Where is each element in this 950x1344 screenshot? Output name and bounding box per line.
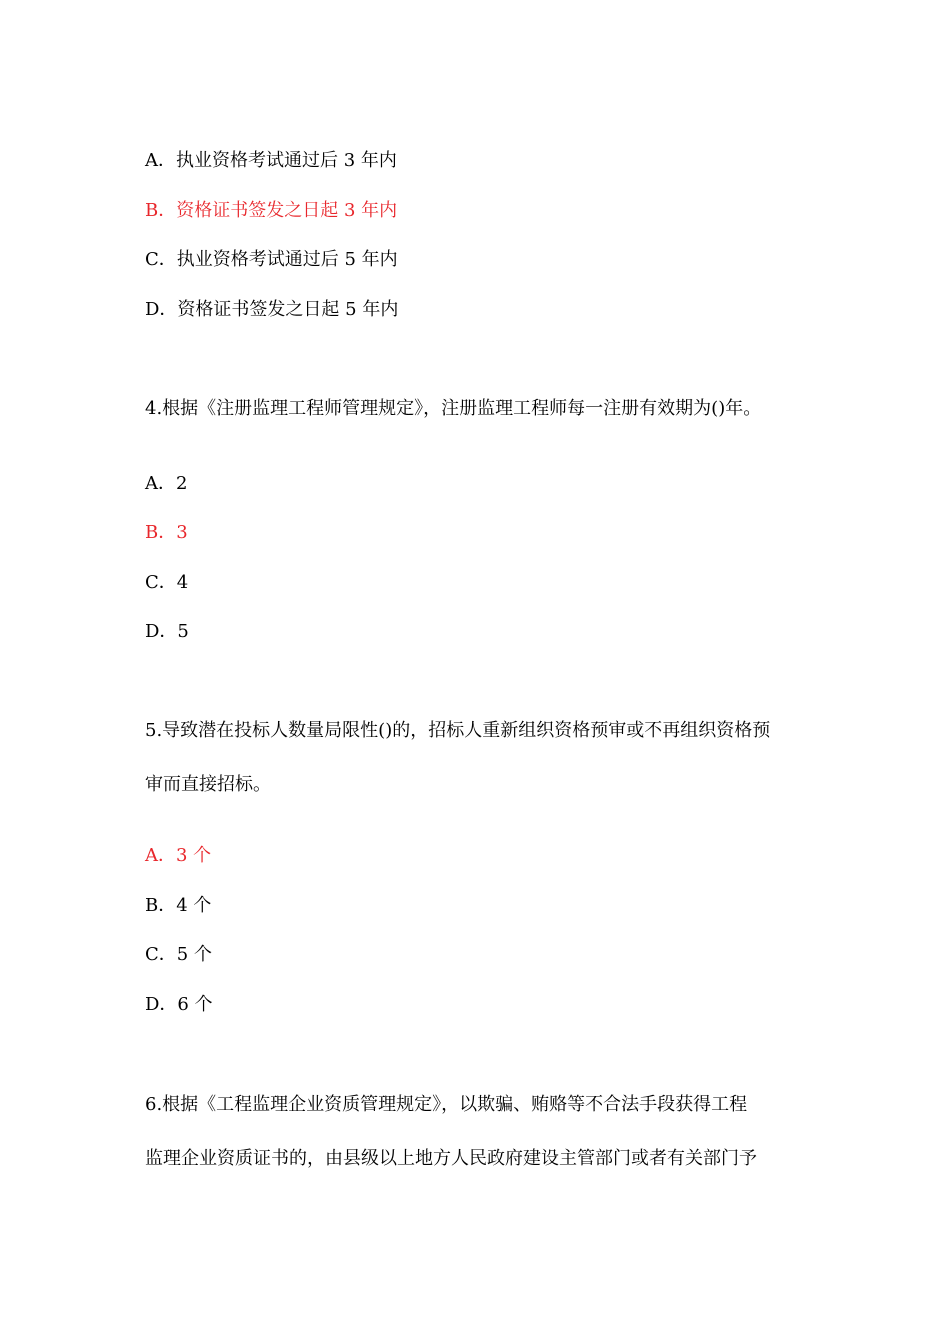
q4-option-a: A．2 <box>145 473 188 494</box>
q4-option-c: C．4 <box>145 572 189 593</box>
q5-option-c: C．5 个 <box>145 944 212 965</box>
q5-option-d: D．6 个 <box>145 994 213 1015</box>
q4-option-b-correct: B．3 <box>145 522 188 543</box>
q4-option-d: D．5 <box>145 621 189 642</box>
q4-stem: 4.根据《注册监理工程师管理规定》，注册监理工程师每一注册有效期为()年。 <box>145 398 762 419</box>
q5-stem-line2: 审而直接招标。 <box>145 774 271 795</box>
q5-option-a-correct: A．3 个 <box>145 845 212 866</box>
q3-option-b-correct: B．资格证书签发之日起 3 年内 <box>145 200 398 221</box>
q3-option-a: A．执业资格考试通过后 3 年内 <box>145 150 397 171</box>
q5-option-b: B．4 个 <box>145 895 212 916</box>
q3-option-c: C．执业资格考试通过后 5 年内 <box>145 249 398 270</box>
q6-stem-line1: 6.根据《工程监理企业资质管理规定》，以欺骗、贿赂等不合法手段获得工程 <box>145 1094 748 1115</box>
q3-option-d: D．资格证书签发之日起 5 年内 <box>145 299 399 320</box>
q6-stem-line2: 监理企业资质证书的，由县级以上地方人民政府建设主管部门或者有关部门予 <box>145 1148 757 1169</box>
q5-stem-line1: 5.导致潜在投标人数量局限性()的，招标人重新组织资格预审或不再组织资格预 <box>145 720 771 741</box>
